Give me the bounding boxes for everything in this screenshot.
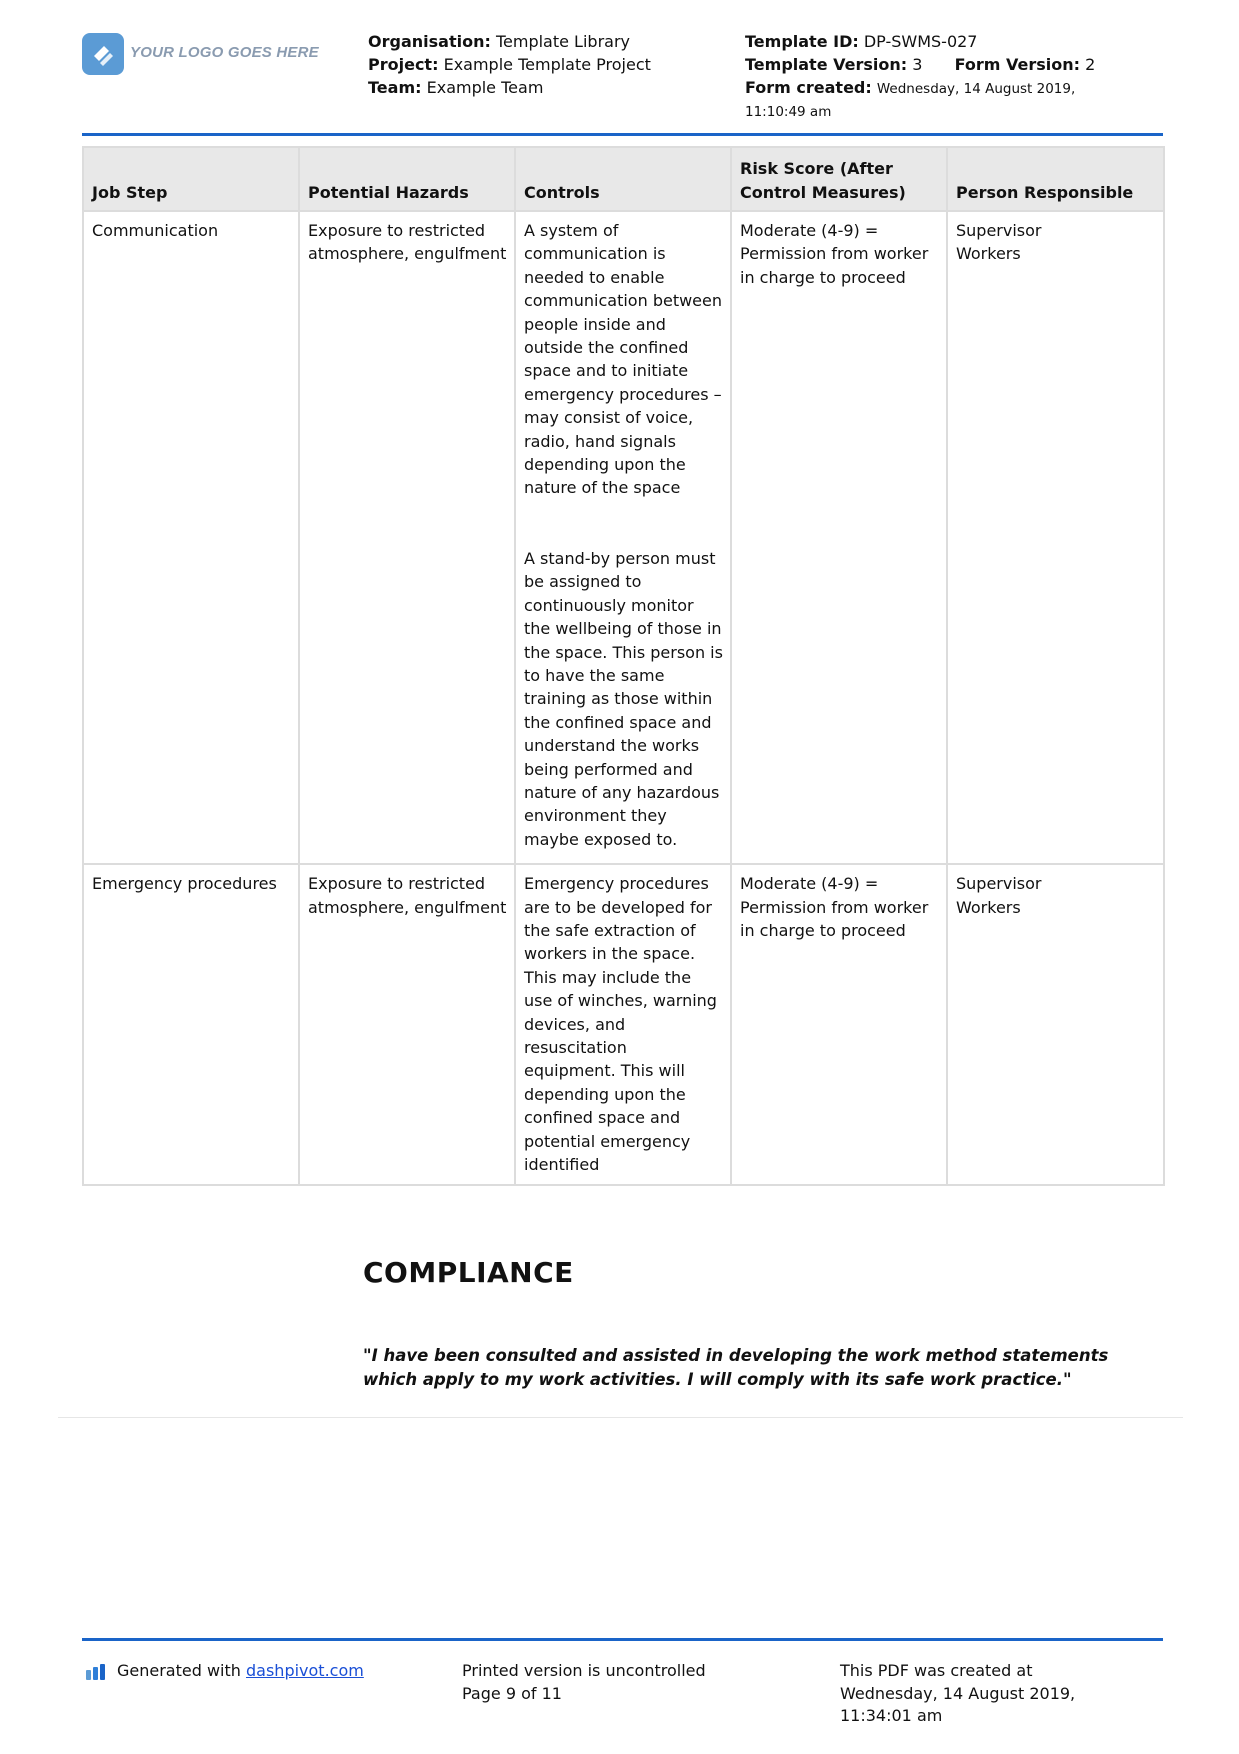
form-version-label: Form Version: [954,55,1081,74]
form-created-time: 11:10:49 am [745,104,832,120]
footer-generated [117,1660,364,1683]
pdf-created-line3: 11:34:01 am [840,1706,943,1725]
template-id-line [745,30,1095,53]
risk-cell: Moderate (4-9) = Permission from worker in charge to proceed [731,864,947,1185]
team-line [368,76,651,99]
form-created-line [745,76,1095,101]
person-workers: Workers [956,897,1021,917]
dashpivot-link[interactable]: dashpivot.com [246,1661,364,1680]
section-divider [58,1417,1183,1418]
compliance-statement: "I have been consulted and assisted in developing the work method statements which apply to my work activities. I will comply with its safe work practice." [363,1346,1109,1389]
uncontrolled-notice: Printed version is uncontrolled [462,1661,706,1680]
company-logo-icon [82,33,124,75]
table-header-row [83,147,1164,211]
risk-header-line1: Risk Score (After [740,159,893,179]
logo-placeholder-text: YOUR LOGO GOES HERE [130,44,319,61]
swms-table [82,146,1165,1186]
person-cell [947,211,1164,864]
pdf-created-line1: This PDF was created at [840,1661,1033,1680]
header-org-block [368,30,651,99]
hazards-cell: Exposure to restricted atmosphere, engulfment [299,864,515,1185]
person-workers: Workers [956,244,1021,264]
organisation-label: Organisation: [368,32,491,51]
form-created-label: Form created: [745,78,872,97]
col-header-job-step: Job Step [83,147,299,211]
footer-divider [82,1638,1163,1641]
team-label: Team: [368,78,422,97]
template-id-label: Template ID: [745,32,859,51]
col-header-controls: Controls [515,147,731,211]
pdf-created-line2: Wednesday, 14 August 2019, [840,1683,1076,1703]
job-step-cell: Communication [83,211,299,864]
project-line [368,53,651,76]
footer-page-info [462,1660,706,1705]
col-header-risk [731,147,947,211]
dashpivot-logo-icon [86,1662,110,1680]
form-created-value: Wednesday, 14 August 2019, [876,81,1076,97]
controls-cell: Emergency procedures are to be developed for the safe extraction of workers in the space. This may include the use of winches, warning devices, and resuscitation equipment. This will depending upon the confined space and potential emergency identified [515,864,731,1185]
version-line [745,53,1095,76]
project-value: Example Template Project [443,55,651,74]
table-row [83,211,1164,864]
hazards-cell: Exposure to restricted atmosphere, engulfment [299,211,515,864]
template-version-value: 3 [912,55,923,74]
generated-prefix: Generated with [117,1661,246,1680]
organisation-value: Template Library [495,32,630,51]
compliance-title: COMPLIANCE [363,1256,574,1289]
risk-cell: Moderate (4-9) = Permission from worker in charge to proceed [731,211,947,864]
team-value: Example Team [426,78,544,97]
template-id-value: DP-SWMS-027 [863,32,978,51]
controls-cell [515,211,731,864]
col-header-person: Person Responsible [947,147,1164,211]
organisation-line [368,30,651,53]
job-step-cell: Emergency procedures [83,864,299,1185]
col-header-hazards: Potential Hazards [299,147,515,211]
page-number: Page 9 of 11 [462,1683,562,1703]
person-cell [947,864,1164,1185]
controls-paragraph: A stand-by person must be assigned to continuously monitor the wellbeing of those in the space. This person is to have the same training as those within the confined space and understand the works being performed and nature of any hazardous environment they maybe exposed to. [524,548,723,849]
header-divider [82,133,1163,136]
form-version-value: 2 [1085,55,1096,74]
table-row [83,864,1164,1185]
project-label: Project: [368,55,439,74]
template-version-label: Template Version: [745,55,908,74]
footer-created-info [840,1660,1075,1728]
person-supervisor: Supervisor [956,221,1042,240]
risk-header-line2: Control Measures) [740,182,906,202]
header-template-block [745,30,1095,124]
controls-paragraph: A system of communication is needed to enable communication between people inside and outside the confined space and to initiate emergency procedures – may consist of voice, radio, hand signals depending upon the nature of the space [524,221,723,498]
person-supervisor: Supervisor [956,874,1042,894]
